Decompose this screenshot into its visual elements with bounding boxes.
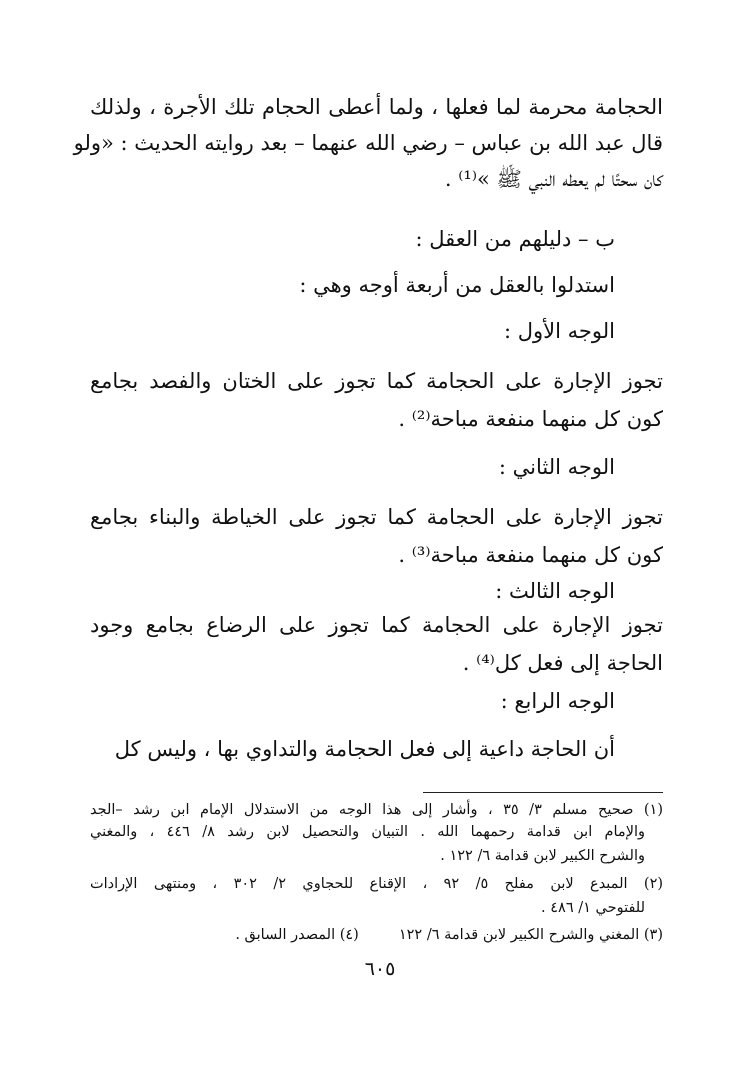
footnote-line: والشرح الكبير لابن قدامة ٦/ ١٢٢ .	[440, 848, 645, 864]
body-line: استدلوا بالعقل من أربعة أوجه وهي :	[299, 273, 615, 297]
body-line: تجوز الإجارة على الحجامة كما تجوز على الختان والفصد بجامع	[90, 369, 663, 393]
footnote-line: (١) صحيح مسلم ٣/ ٣٥ ، وأشار إلى هذا الوجه من الاستدلال الإمام ابن رشد –الجد	[90, 802, 664, 818]
section-heading: ب – دليلهم من العقل :	[415, 227, 615, 251]
subheading: الوجه الثاني :	[498, 455, 615, 479]
footnote-4: (٤) المصدر السابق .	[235, 927, 359, 943]
body-line: تجوز الإجارة على الحجامة كما تجوز على الرضاع بجامع وجود	[90, 613, 663, 637]
subheading: الوجه الأول :	[504, 319, 615, 343]
body-line: الحجامة محرمة لما فعلها ، ولما أعطى الحجام تلك الأجرة ، ولذلك	[90, 95, 663, 119]
footnote-divider	[423, 792, 663, 793]
footnote-3: (٣) المغني والشرح الكبير لابن قدامة ٦/ ١٢٢	[398, 927, 663, 943]
body-line: الحاجة إلى فعل كل⁽⁴⁾ .	[462, 651, 663, 675]
body-line: أن الحاجة داعية إلى فعل الحجامة والتداوي بها ، وليس كل	[114, 737, 615, 761]
subheading: الوجه الرابع :	[500, 689, 615, 713]
body-line: كون كل منهما منفعة مباحة⁽²⁾ .	[398, 407, 663, 431]
footnote-line	[235, 925, 663, 945]
footnote-line: (٢) المبدع لابن مفلح ٥/ ٩٢ ، الإقناع للحجاوي ٢/ ٣٠٢ ، ومنتهى الإرادات	[90, 876, 664, 892]
body-line: قال عبد الله بن عباس – رضي الله عنهما – بعد روايته الحديث : «ولو	[73, 131, 663, 155]
body-line: كون كل منهما منفعة مباحة⁽³⁾ .	[398, 543, 663, 567]
footnote-line: والإمام ابن قدامة رحمهما الله . التبيان والتحصيل لابن رشد ٨/ ٤٤٦ ، والمغني	[90, 824, 646, 840]
page-number: ٦٠٥	[364, 958, 396, 980]
body-line: تجوز الإجارة على الحجامة كما تجوز على الخياطة والبناء بجامع	[90, 505, 663, 529]
footnote-line: للفتوحي ١/ ٤٨٦ .	[541, 900, 645, 916]
body-line: كان سحتًا لم يعطه النبي ﷺ »⁽¹⁾ .	[444, 167, 663, 191]
subheading: الوجه الثالث :	[495, 579, 615, 603]
